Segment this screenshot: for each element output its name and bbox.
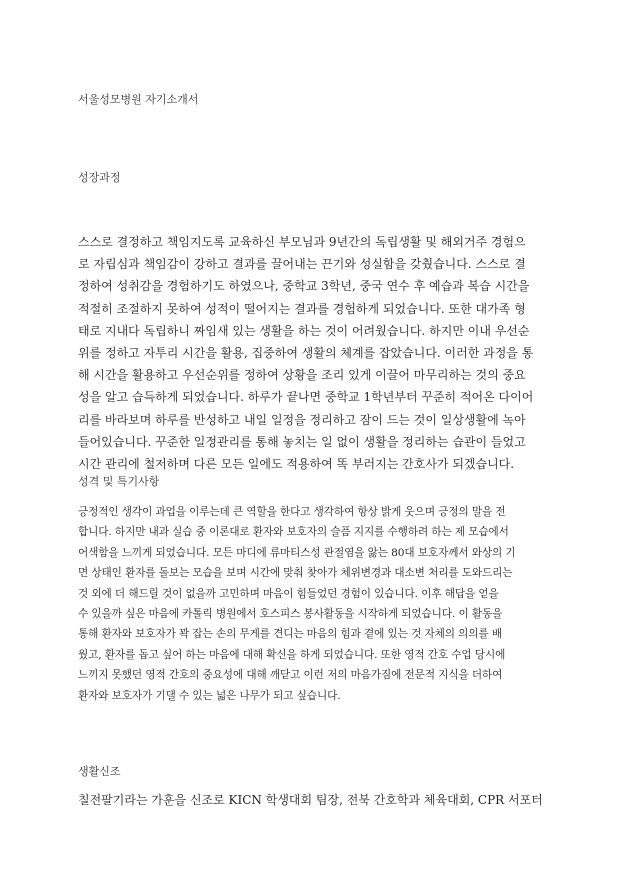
- paragraph-line: 웠고, 환자를 돕고 싶어 하는 마음에 대해 확신을 하게 되었습니다. 또한 영적 간호 수업 당시에: [78, 648, 506, 661]
- paragraph-line: 수 있을까 싶은 마음에 카톨릭 병원에서 호스피스 봉사활동을 시작하게 되었습니다. 이 활동을: [78, 608, 503, 621]
- paragraph-line: 환자와 보호자가 기댈 수 있는 넓은 나무가 되고 싶습니다.: [78, 689, 341, 702]
- paragraph-line: 리를 바라보며 하루를 반성하고 내일 일정을 정리하고 잠이 드는 것이 일상생활에 녹아: [78, 412, 526, 427]
- paragraph-line: 면 상태인 환자를 돌보는 모습을 보며 시간에 맞춰 찾아가 체위변경과 대소변 처리를 도와드리는: [78, 567, 513, 580]
- paragraph-line: 합니다. 하지만 내과 실습 중 이론대로 환자와 보호자의 슬픔 지지를 수행하려 하는 제 모습에서: [78, 526, 509, 539]
- section-heading-motto: 생활신조: [78, 765, 121, 778]
- paragraph-line: 칠전팔기라는 가훈을 신조로 KICN 학생대회 팀장, 전북 간호학과 체육대회, CPR 서포터: [78, 793, 543, 807]
- paragraph-line: 태로 지내다 독립하니 짜임새 있는 생활을 하는 것이 어려웠습니다. 하지만 이내 우선순: [78, 323, 530, 338]
- section-heading-growth: 성장과정: [78, 171, 121, 184]
- paragraph-line: 들어있습니다. 꾸준한 일정관리를 통해 놓치는 일 없이 생활을 정리하는 습관이 들었고: [78, 434, 526, 449]
- personality-paragraph: [78, 502, 550, 706]
- paragraph-line: 적절히 조절하지 못하여 성적이 떨어지는 결과를 경험하게 되었습니다. 또한 대가족 형: [78, 301, 526, 316]
- paragraph-line: 해 시간을 활용하고 우선순위를 정하여 상황을 조리 있게 이끌어 마무리하는 것의 중요: [78, 368, 526, 383]
- paragraph-line: 통해 환자와 보호자가 꽉 잡는 손의 무게를 견디는 마음의 힘과 곁에 있는 것 자체의 의의를 배: [78, 628, 502, 641]
- document-title: 서울성모병원 자기소개서: [78, 93, 199, 106]
- paragraph-line: 느끼지 못했던 영적 간호의 중요성에 대해 깨닫고 이런 저의 마음가짐에 전문적 지식을 더하여: [78, 669, 503, 682]
- motto-paragraph: [78, 790, 550, 810]
- paragraph-line: 것 외에 더 해드릴 것이 없을까 고민하며 마음이 힘들었던 경험이 있습니다. 이후 해답을 얻을: [78, 587, 499, 600]
- paragraph-line: 시간 관리에 철저하며 다른 모든 일에도 적용하여 똑 부러지는 간호사가 되겠습니다.: [78, 457, 515, 472]
- paragraph-line: 위를 정하고 자투리 시간을 활용, 집중하여 생활의 체계를 잡았습니다. 이러한 과정을 통: [78, 346, 534, 361]
- section-heading-personality: 성격 및 특기사항: [78, 475, 160, 488]
- paragraph-line: 스스로 결정하고 책임지도록 교육하신 부모님과 9년간의 독립생활 및 해외거주 경험으: [78, 235, 526, 249]
- paragraph-line: 긍정적인 생각이 과업을 이루는데 큰 역할을 한다고 생각하여 항상 밝게 웃으며 긍정의 말을 전: [78, 506, 506, 518]
- growth-paragraph: [78, 231, 550, 475]
- paragraph-line: 정하여 성취감을 경험하기도 하였으나, 중학교 3학년, 중국 연수 후 예습과 복습 시간을: [78, 279, 530, 294]
- paragraph-line: 로 자립심과 책임감이 강하고 결과를 끌어내는 끈기와 성실함을 갖췄습니다. 스스로 결: [78, 257, 526, 272]
- paragraph-line: 어색함을 느끼게 되었습니다. 모든 마디에 류마티스성 관절염을 앓는 80대 보호자께서 와상의 기: [78, 546, 516, 559]
- paragraph-line: 성을 알고 습득하게 되었습니다. 하루가 끝나면 중학교 1학년부터 꾸준히 적어온 다이어: [78, 390, 534, 405]
